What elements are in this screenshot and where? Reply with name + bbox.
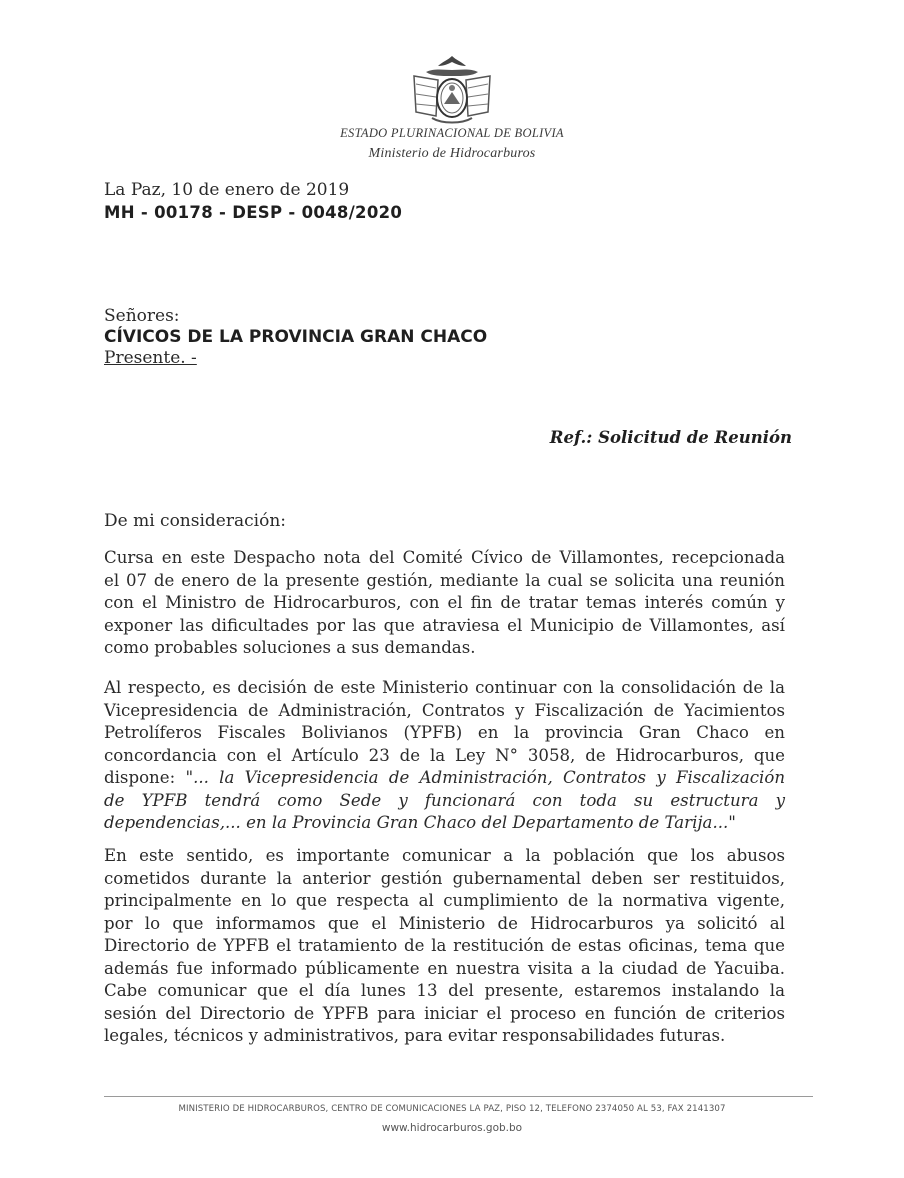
footer-divider: [104, 1096, 813, 1097]
text-line: legales, técnicos y administrativos, para evitar responsabilidades futuras.: [104, 1026, 726, 1045]
text-line: cometidos durante la anterior gestión gubernamental deben ser restituidos,: [104, 868, 785, 888]
text-line: Vicepresidencia de Administración, Contratos y Fiscalización de Yacimientos: [104, 700, 785, 720]
paragraph-restitution: [104, 845, 785, 1048]
reference-line: Ref.: Solicitud de Reunión: [549, 428, 792, 447]
text-line-mixed: [104, 767, 785, 790]
text-line: con el Ministro de Hidrocarburos, con el fin de tratar temas interés común y: [104, 593, 785, 612]
letterhead-ministry: Ministerio de Hidrocarburos: [368, 146, 536, 161]
text-line: Cursa en este Despacho nota del Comité Cívico de Villamontes, recepcionada: [104, 548, 785, 567]
text-line: el 07 de enero de la presente gestión, mediante la cual se solicita una reunión: [104, 570, 785, 590]
text-line: Cabe comunicar que el día lunes 13 del presente, estaremos instalando la: [104, 981, 785, 1000]
text-line: sesión del Directorio de YPFB para iniciar el proceso en función de criterios: [104, 1003, 785, 1023]
text-line: Directorio de YPFB el tratamiento de la restitución de estas oficinas, tema que: [104, 936, 785, 955]
text-line: concordancia con el Artículo 23 de la Ley N° 3058, de Hidrocarburos, que: [104, 745, 785, 765]
letter-cite: MH - 00178 - DESP - 0048/2020: [104, 203, 403, 222]
text-line: como probables soluciones a sus demandas.: [104, 638, 476, 657]
coat-of-arms-emblem: [408, 54, 496, 128]
letter-date: La Paz, 10 de enero de 2019: [104, 180, 350, 200]
letterhead-state: ESTADO PLURINACIONAL DE BOLIVIA: [340, 126, 564, 140]
recipient: CÍVICOS DE LA PROVINCIA GRAN CHACO: [104, 327, 488, 347]
text-line: Al respecto, es decisión de este Ministerio continuar con la consolidación de la: [104, 678, 785, 697]
greeting: De mi consideración:: [104, 511, 286, 531]
footer-website: www.hidrocarburos.gob.bo: [381, 1122, 523, 1134]
text-line: Petrolíferos Fiscales Bolivianos (YPFB) en la provincia Gran Chaco en: [104, 723, 785, 742]
law-quote: "... la Vicepresidencia de Administración, Contratos y Fiscalización: [185, 768, 786, 787]
text-line: por lo que informamos que el Ministerio de Hidrocarburos ya solicitó al: [104, 913, 785, 933]
footer-address: MINISTERIO DE HIDROCARBUROS, CENTRO DE COMUNICACIONES LA PAZ, PISO 12, TELEFONO 2374050 AL 53, FAX 2141307: [178, 1104, 726, 1114]
text-line: principalmente en lo que respecta al cumplimiento de la normativa vigente,: [104, 891, 785, 910]
paragraph-decision: [104, 677, 785, 835]
text-line: exponer las dificultades por las que atraviesa el Municipio de Villamontes, así: [104, 615, 785, 635]
text-line: además fue informado públicamente en nuestra visita a la ciudad de Yacuiba.: [104, 958, 785, 978]
salutation: Señores:: [104, 306, 180, 326]
law-quote-line: de YPFB tendrá como Sede y funcionará con toda su estructura y: [104, 790, 785, 810]
text-segment: dispone:: [104, 768, 186, 787]
paragraph-request: [104, 547, 785, 660]
presente-line: Presente. -: [104, 348, 197, 368]
text-line: En este sentido, es importante comunicar a la población que los abusos: [104, 846, 785, 865]
law-quote-line: dependencias,... en la Provincia Gran Chaco del Departamento de Tarija...": [104, 813, 736, 832]
